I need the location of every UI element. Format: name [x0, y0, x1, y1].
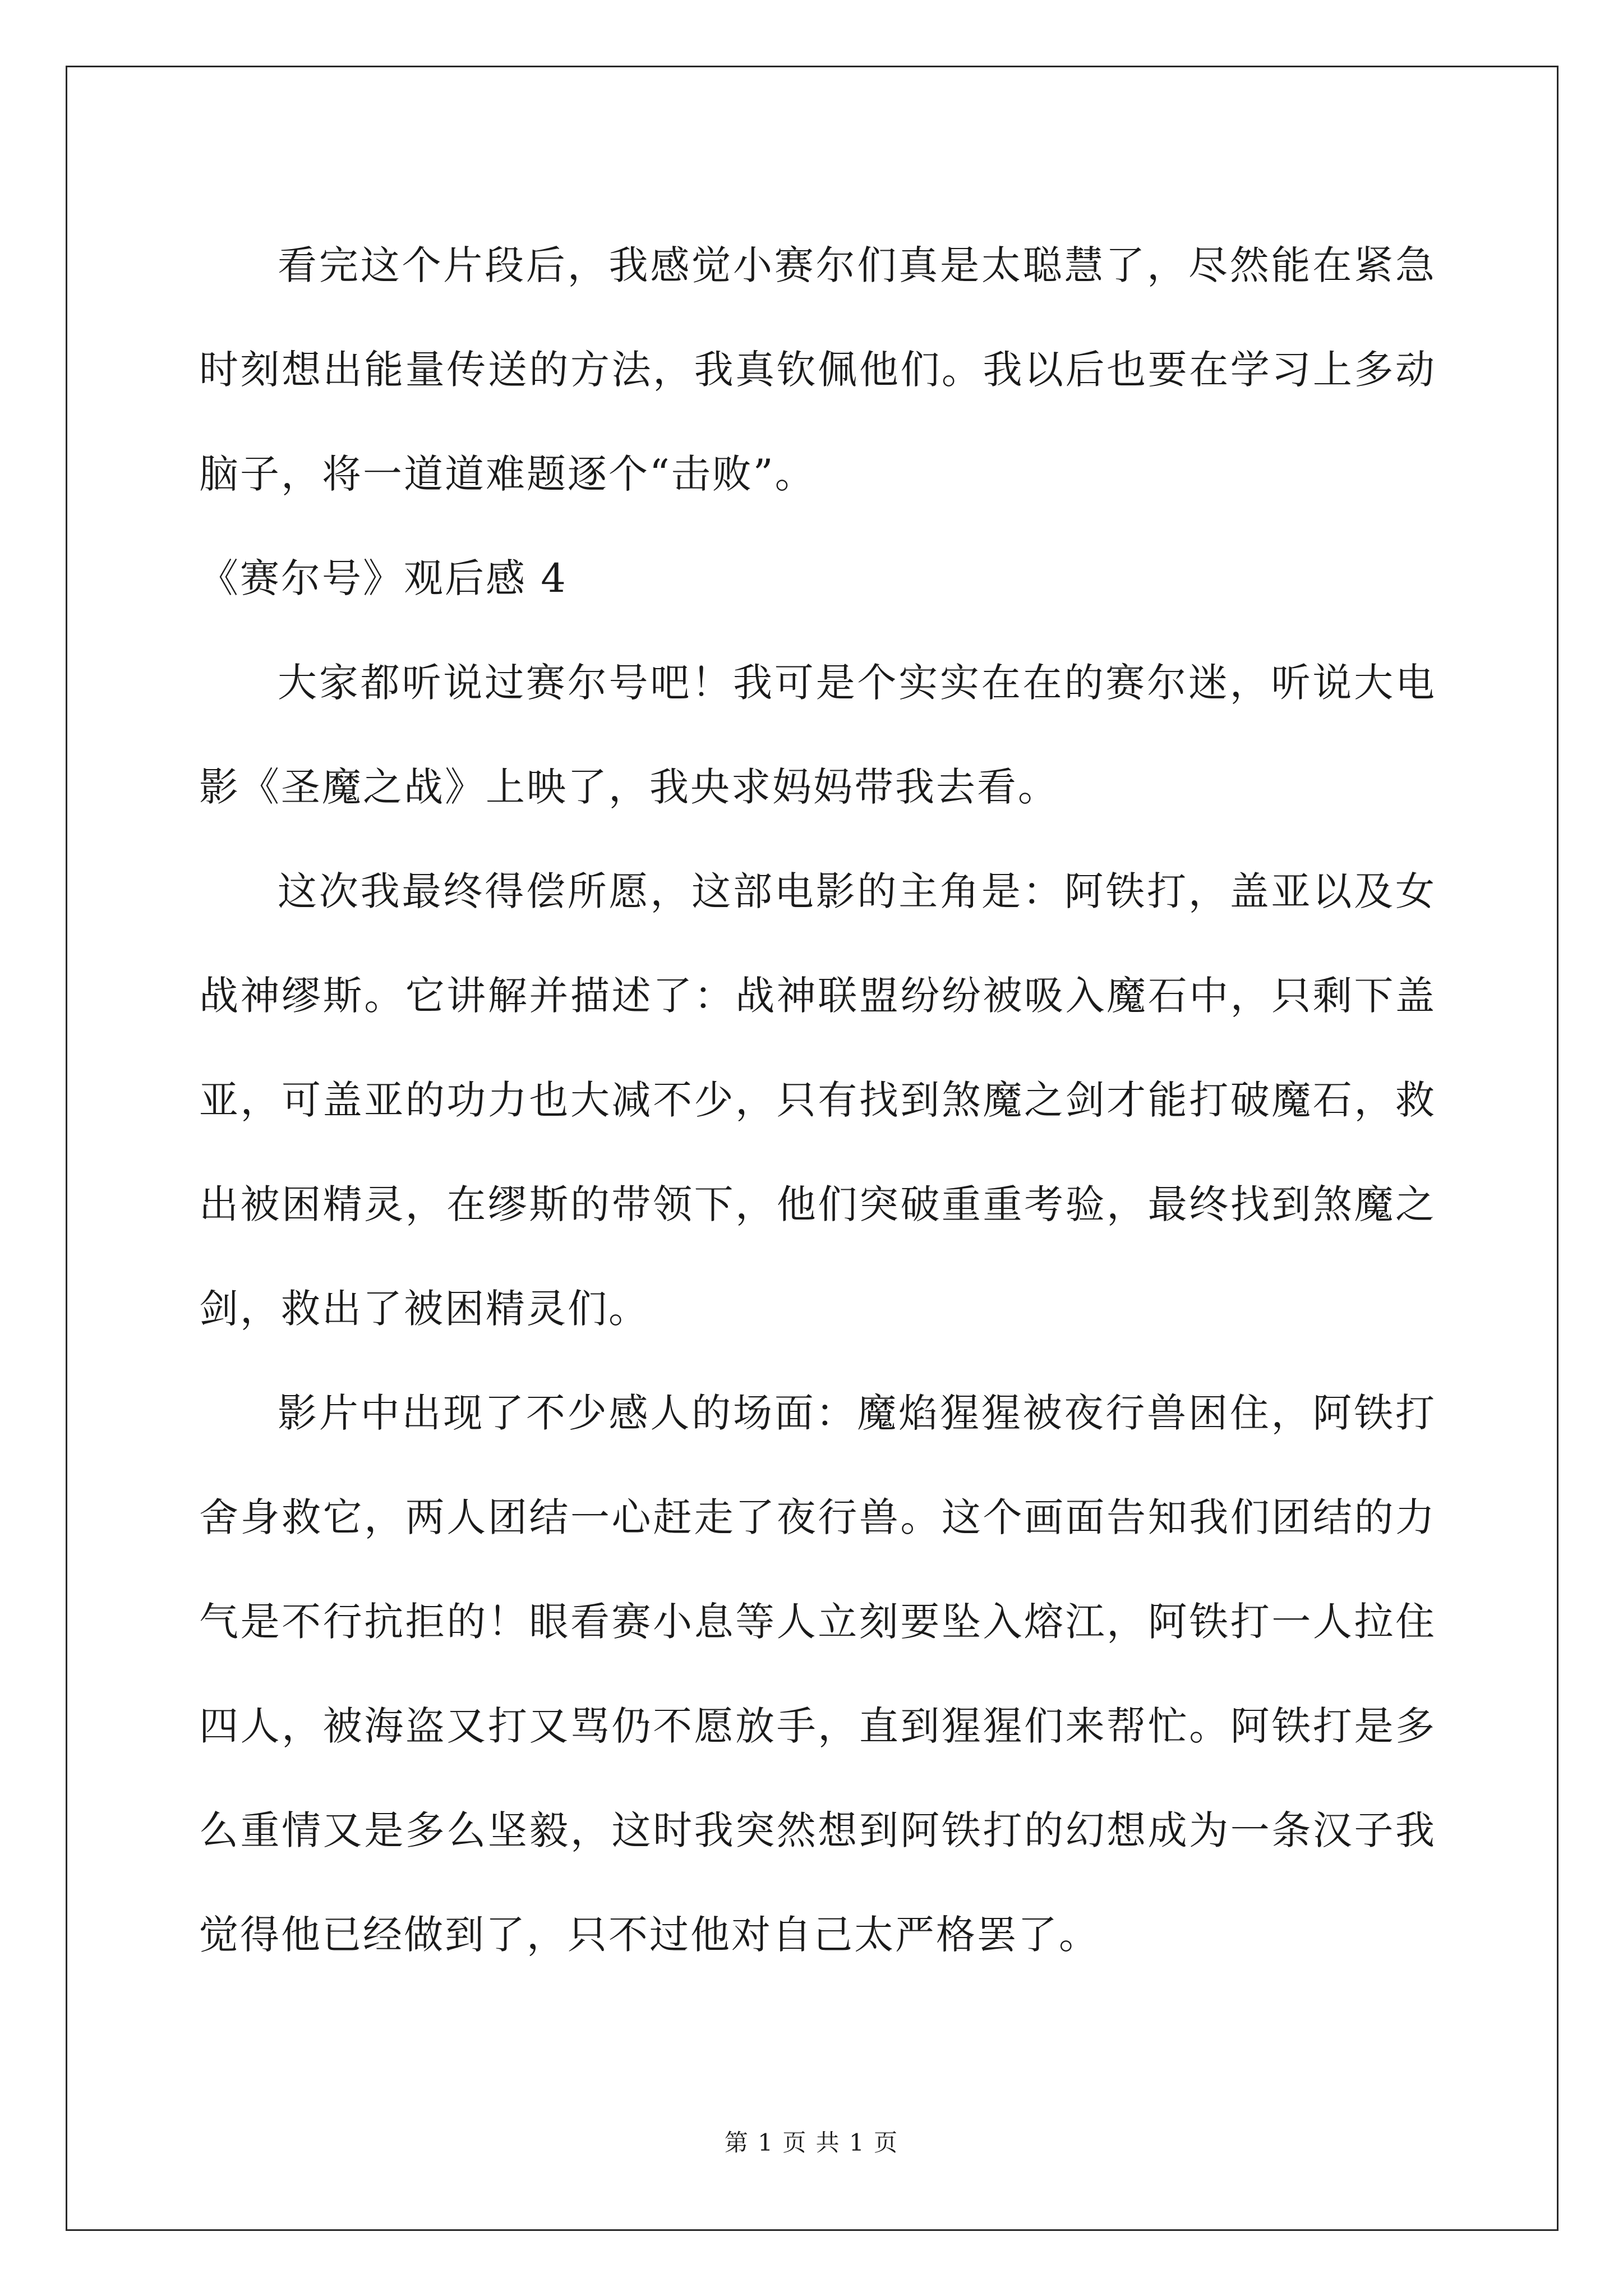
page-number-footer: 第 1 页 共 1 页: [724, 2129, 899, 2156]
paragraph: 影片中出现了不少感人的场面：魔焰猩猩被夜行兽困住，阿铁打舍身救它，两人团结一心赶走了夜行兽。这个画面告知我们团结的力气是不行抗拒的！眼看赛小息等人立刻要坠入熔江，阿铁打一人拉住四人，被海盗又打又骂仍不愿放手，直到猩猩们来帮忙。阿铁打是多么重情又是多么坚毅，这时我突然想到阿铁打的幻想成为一条汉子我觉得他已经做到了，只不过他对自己太严格罢了。: [199, 1390, 1436, 1958]
section-heading: 《赛尔号》观后感 4: [199, 555, 568, 601]
paragraph: 大家都听说过赛尔号吧！我可是个实实在在的赛尔迷，听说大电影《圣魔之战》上映了，我央求妈妈带我去看。: [199, 660, 1436, 810]
document-body: [199, 213, 1436, 1987]
paragraph: 这次我最终得偿所愿，这部电影的主角是：阿铁打，盖亚以及女战神缪斯。它讲解并描述了：战神联盟纷纷被吸入魔石中，只剩下盖亚，可盖亚的功力也大减不少，只有找到煞魔之剑才能打破魔石，救出被困精灵，在缪斯的带领下，他们突破重重考验，最终找到煞魔之剑，救出了被困精灵们。: [199, 868, 1436, 1332]
paragraph: 看完这个片段后，我感觉小赛尔们真是太聪慧了，尽然能在紧急时刻想出能量传送的方法，我真钦佩他们。我以后也要在学习上多动脑子，将一道道难题逐个“击败”。: [199, 242, 1436, 497]
